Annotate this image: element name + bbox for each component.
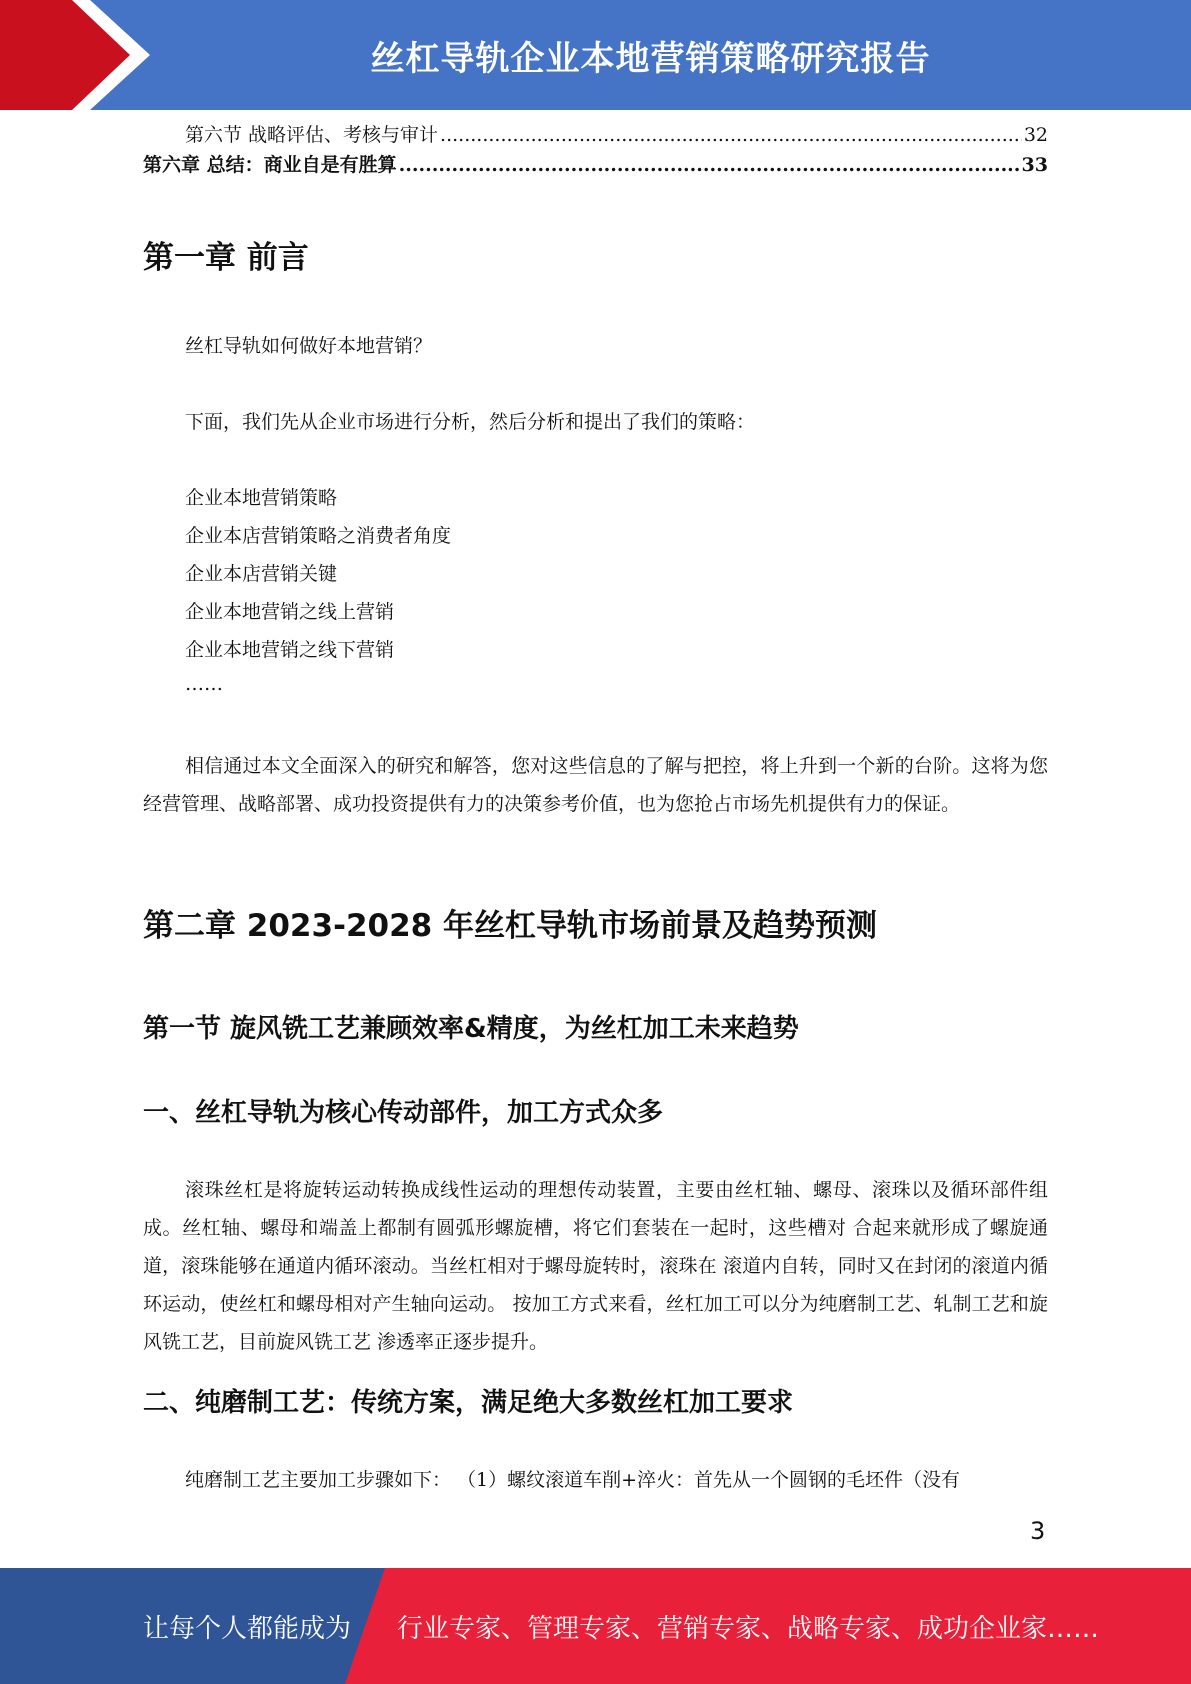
list-item: ……: [185, 673, 223, 695]
toc-entry-label: 第六节 战略评估、考核与审计: [185, 124, 439, 146]
chapter1-closing: 相信通过本文全面深入的研究和解答，您对这些信息的了解与把控，将上升到一个新的台阶。这将为您经营管理、战略部署、成功投资提供有力的决策参考价值，也为您抢占市场先机提供有力的保证。: [143, 755, 1048, 815]
table-of-contents: [143, 120, 1048, 180]
list-item: 企业本地营销之线下营销: [185, 639, 395, 661]
list-item: 企业本地营销之线上营销: [185, 601, 395, 623]
chapter1-title: 第一章 前言: [143, 240, 309, 276]
footer-slogan-left: 让每个人都能成为: [143, 1613, 352, 1644]
header-title: 丝杠导轨企业本地营销策略研究报告: [370, 38, 931, 79]
chapter2-title: 第二章 2023-2028 年丝杠导轨市场前景及趋势预测: [143, 908, 878, 944]
subsection2-title: 二、纯磨制工艺：传统方案，满足绝大多数丝杠加工要求: [143, 1388, 794, 1418]
toc-entry-label: 第六章 总结：商业自是有胜算: [143, 154, 397, 176]
toc-entry-page: 32: [1023, 124, 1048, 146]
toc-entry[interactable]: [143, 150, 1048, 180]
chapter1-question: 丝杠导轨如何做好本地营销？: [185, 335, 433, 357]
list-item: 企业本店营销策略之消费者角度: [185, 525, 452, 547]
list-item: 企业本地营销策略: [185, 487, 338, 509]
header-chevron-decoration: [0, 0, 150, 110]
document-body: [143, 120, 1048, 1491]
toc-entry[interactable]: [143, 120, 1048, 150]
page-footer: [0, 1568, 1191, 1684]
section1-title: 第一节 旋风铣工艺兼顾效率&精度，为丝杠加工未来趋势: [143, 1014, 799, 1044]
toc-entry-page: 33: [1021, 154, 1048, 176]
page-header: [0, 0, 1191, 110]
page-number: 3: [1030, 1517, 1046, 1545]
chapter1-intro: 下面，我们先从企业市场进行分析，然后分析和提出了我们的策略：: [185, 411, 756, 433]
subsection1-title: 一、丝杠导轨为核心传动部件，加工方式众多: [143, 1098, 664, 1128]
subsection2-paragraph: 纯磨制工艺主要加工步骤如下： （1）螺纹滚道车削+淬火：首先从一个圆钢的毛坯件（没有: [185, 1469, 961, 1491]
footer-slogan-right: 行业专家、管理专家、营销专家、战略专家、成功企业家……: [397, 1613, 1100, 1644]
toc-leader-dots: [399, 150, 1020, 180]
subsection1-paragraph: 滚珠丝杠是将旋转运动转换成线性运动的理想传动装置，主要由丝杠轴、螺母、滚珠以及循环部件组成。丝杠轴、螺母和端盖上都制有圆弧形螺旋槽，将它们套装在一起时，这些槽对 合起来就形成了螺旋通道，滚珠能够在通道内循环滚动。当丝杠相对于螺母旋转时，滚珠在 滚道内自转，同时又在封闭的滚道内循环运动，使丝杠和螺母相对产生轴向运动。 按加工方式来看，丝杠加工可以分为纯磨制工艺、轧制工艺和旋风铣工艺，目前旋风铣工艺 渗透率正逐步提升。: [143, 1179, 1048, 1353]
list-item: 企业本店营销关键: [185, 563, 338, 585]
toc-leader-dots: [440, 120, 1022, 150]
